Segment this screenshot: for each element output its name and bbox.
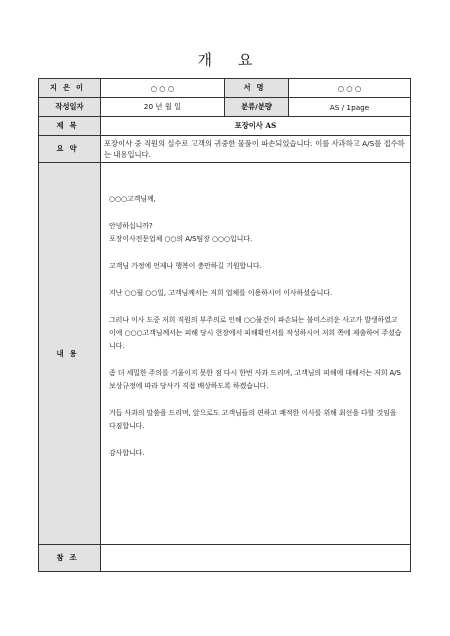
content-compensation: 좀 더 세밀한 주의를 기울이지 못한 점 다시 한번 사과 드리며, 고객님의 피해에 대해서는 저희 A/S 보상규정에 따라 당사가 직접 배상하도록 하겠습니다. xyxy=(109,369,401,390)
author-label: 지은이 xyxy=(39,79,101,98)
summary-label: 요약 xyxy=(39,136,101,163)
category-value[interactable]: AS / 1page xyxy=(289,98,411,117)
content-hello: 안녕하십니까? xyxy=(109,222,153,230)
subject-row xyxy=(39,117,411,136)
subject-value[interactable]: 포장이사 AS xyxy=(101,117,411,136)
signature-value[interactable]: ○ ○ ○ xyxy=(289,79,411,98)
content-thanks: 감사합니다. xyxy=(109,449,145,457)
content-body[interactable] xyxy=(101,163,411,545)
author-value[interactable]: ○ ○ ○ xyxy=(101,79,225,98)
content-row xyxy=(39,163,411,545)
content-wish: 고객님 가정에 언제나 행복이 충만하길 기원합니다. xyxy=(109,262,262,270)
summary-form-table xyxy=(38,78,411,572)
reference-row xyxy=(39,545,411,572)
content-incident: 그러나 이사 도중 저희 직원의 부주의로 인해 ○○물건이 파손되는 불미스러운 사고가 발생하였고 이에 ○○○고객님께서는 피해 당시 현장에서 피해확인서를 작성하시어 저희 쪽에 제출하여 주셨습니다. xyxy=(109,316,402,350)
category-label: 분류/분량 xyxy=(225,98,289,117)
document-title: 개요 xyxy=(197,51,279,69)
summary-value[interactable]: 포장이사 중 직원의 실수로 고객의 귀중한 물품이 파손되었습니다. 이를 사과하고 A/S를 접수하는 내용입니다. xyxy=(101,136,411,163)
reference-value[interactable] xyxy=(101,545,411,572)
subject-label: 제목 xyxy=(39,117,101,136)
author-row xyxy=(39,79,411,98)
reference-label: 참조 xyxy=(39,545,101,572)
date-row xyxy=(39,98,411,117)
content-label: 내용 xyxy=(39,163,101,545)
date-label: 작성일자 xyxy=(39,98,101,117)
summary-row xyxy=(39,136,411,163)
content-visit: 지난 ○○월 ○○일, 고객님께서는 저희 업체를 이용하시어 이사하셨습니다. xyxy=(109,289,333,297)
content-greeting: ○○○고객님께, xyxy=(109,195,156,203)
signature-label: 서명 xyxy=(225,79,289,98)
content-apology: 거듭 사과의 말씀을 드리며, 앞으로도 고객님들의 편하고 쾌적한 이사를 위해 최선을 다할 것임을 다짐합니다. xyxy=(109,409,397,430)
date-value[interactable]: 20 년 월 일 xyxy=(101,98,225,117)
content-intro: 포장이사전문업체 ○○의 A/S팀장 ○○○입니다. xyxy=(109,235,253,243)
